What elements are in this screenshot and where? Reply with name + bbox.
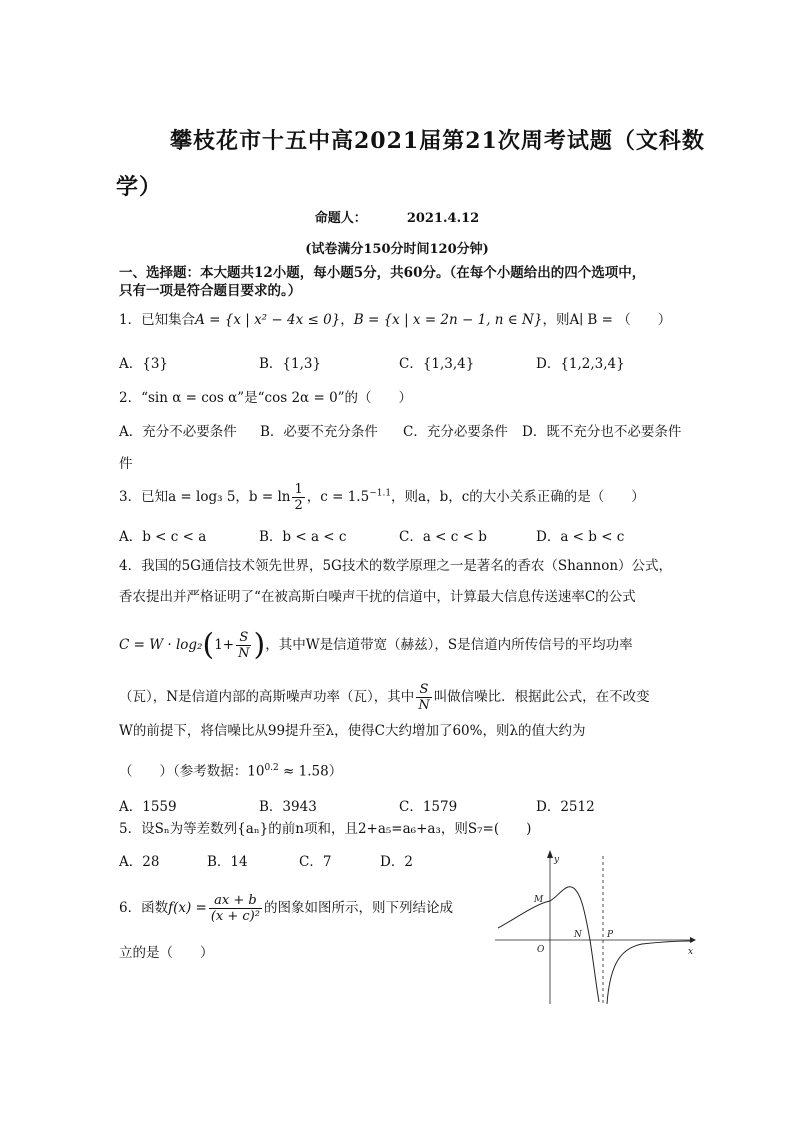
q4-line3: C = W · log₂(1+ $\frac{S}{N}$ )，其中W是信道带宽（赫兹），S是信道内所传信号的平均功率 [119, 627, 633, 663]
q4-line2: 香农提出并严格证明了“在被高斯白噪声干扰的信道中，计算最大信息传送速率C的公式 [119, 589, 636, 605]
function-graph [490, 844, 700, 1009]
q4-line3-rest: ，其中W是信道带宽（赫兹），S是信道内所传信号的平均功率 [265, 637, 633, 653]
q3-option-c: C．a < c < b [399, 529, 487, 545]
q4-option-a: A．1559 [119, 799, 177, 815]
q4-formula-fraction: $\frac{S}{N}$ [238, 630, 250, 661]
q2-option-c: C．充分必要条件 [403, 424, 508, 440]
y-axis-arrow [547, 850, 553, 858]
point-p-label: P [607, 930, 614, 940]
q5-option-d: D．2 [380, 854, 413, 870]
section-heading-line1: 一、选择题：本大题共12小题，每小题5分，共60分。（在每个小题给出的四个选项中， [119, 265, 646, 281]
q2-option-a: A．充分不必要条件 [119, 424, 237, 440]
q4-line1: 4．我国的5G通信技术领先世界，5G技术的数学原理之一是著名的香农（Shannon）公式， [119, 558, 673, 574]
q1-set-a: A = {x | x² − 4x ≤ 0} [195, 312, 341, 328]
q1-stem: 1．已知集合A = {x | x² − 4x ≤ 0}，B = {x | x = 2n − 1, n ∈ N}，则A∣ B = （ ） [119, 312, 672, 328]
page-title: 攀枝花市十五中高2021届第21次周考试题（文科数学） [116, 128, 705, 200]
q4-line5: W的前提下，将信噪比从99提升至λ，使得C大约增加了60%，则λ的值大约为 [119, 723, 586, 739]
q1-prefix: 1．已知集合 [119, 312, 196, 328]
q5-option-c: C．7 [299, 854, 332, 870]
q2-stem: 2．“sin α = cos α”是“cos 2α = 0”的（ ） [119, 390, 413, 406]
q2-option-wrap: 件 [119, 456, 133, 472]
q1-option-d: D．{1,2,3,4} [536, 356, 625, 372]
q1-option-b: B．{1,3} [259, 356, 322, 372]
curve-left-branch [498, 887, 599, 1002]
q4-line4: （瓦），N是信道内部的高斯噪声功率（瓦），其中 $\frac{S}{N}$ 叫做信噪比．根据此公式，在不改变 [119, 682, 650, 713]
exam-limits: (试卷满分150分时间120分钟) [305, 242, 489, 257]
q3-fraction: $\frac{1}{2}$ [294, 482, 303, 513]
q1-option-a: A．{3} [119, 356, 169, 372]
q1-ask: ，则A∣ B = （ ） [542, 312, 672, 328]
q6-fraction: $\frac{ax + b}{\text{(x + c)²}}$ [210, 893, 260, 924]
x-axis-arrow [690, 937, 696, 943]
point-n-label: N [574, 930, 582, 940]
q4-option-b: B．3943 [259, 799, 317, 815]
q4-option-c: C．1579 [399, 799, 458, 815]
q1-option-c: C．{1,3,4} [399, 356, 475, 372]
q3-option-d: D．a < b < c [536, 529, 625, 545]
q2-option-b: B．必要不充分条件 [260, 424, 378, 440]
q6-stem: 6．函数f(x) = $\frac{ax + b}{\text{(x + c)²}}$ 的图象如图所示，则下列结论成 [119, 893, 453, 924]
author-date-line [0, 207, 794, 226]
q3-stem [119, 482, 689, 513]
exam-date: 2021.4.12 [406, 211, 480, 226]
q4-snr-fraction: $\frac{S}{N}$ [418, 682, 430, 713]
q4-option-d: D．2512 [536, 799, 595, 815]
q3-c-exponent: −1.1 [369, 488, 392, 499]
origin-label: O [537, 945, 545, 955]
y-label: y [554, 855, 560, 865]
author-label: 命题人： [314, 211, 367, 226]
q6-func: f(x) = [168, 900, 207, 916]
curve-right-branch [607, 941, 690, 1004]
q5-stem: 5．设Sₙ为等差数列{aₙ}的前n项和，且2+a₅=a₆+a₃，则S₇=( ) [119, 821, 532, 837]
q3-c-part: ，c = 1.5 [306, 489, 370, 505]
q6-line2: 立的是（ ） [119, 945, 214, 961]
q1-set-b: B = {x | x = 2n − 1, n ∈ N} [353, 312, 543, 328]
q2-option-d: D．既不充分也不必要条件 [522, 424, 682, 440]
q3-ask: ，则a，b，c的大小关系正确的是（ ） [391, 489, 645, 505]
section-heading-line2: 只有一项是符合题目要求的。） [119, 283, 302, 299]
q4-line6: （ ）（参考数据：$10^{0.2} \approx 1.58$） [119, 763, 343, 780]
point-m-label: M [534, 895, 544, 905]
q5-option-b: B．14 [207, 854, 248, 870]
q3-option-a: A．b < c < a [119, 529, 207, 545]
q3-option-b: B．b < a < c [259, 529, 347, 545]
q4-formula-left: C = W · log₂ [119, 637, 203, 653]
q5-option-a: A．28 [119, 854, 160, 870]
q3-a-part: 3．已知a = log₃ 5，b = ln [119, 489, 291, 505]
x-label: x [688, 947, 694, 957]
